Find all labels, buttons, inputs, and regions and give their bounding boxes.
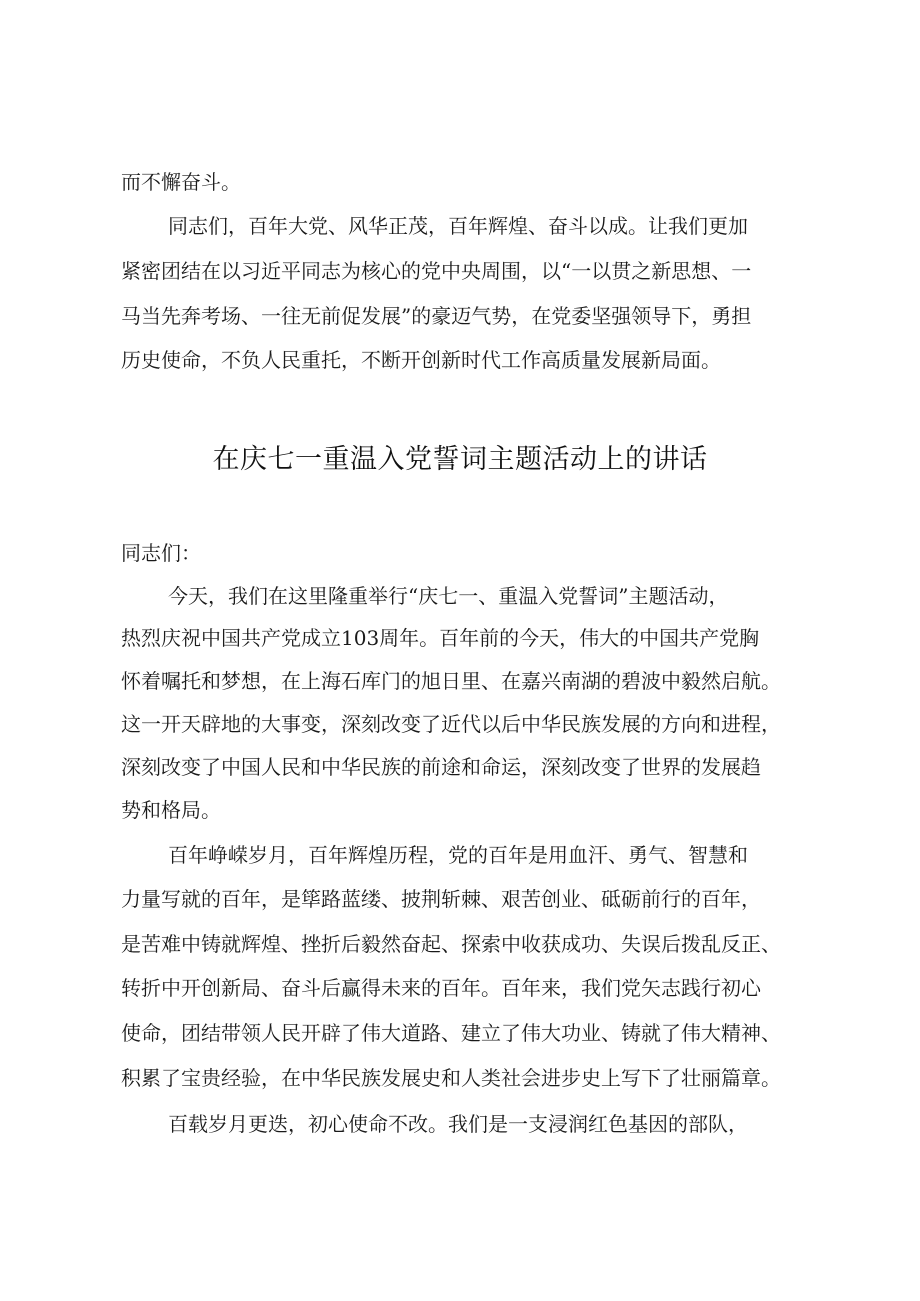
closing-paragraph-line: 同志们，百年大党、风华正茂，百年辉煌、奋斗以成。让我们更加: [168, 214, 748, 238]
paragraph-1-line: 势和格局。: [121, 798, 221, 822]
paragraph-1-line: 这一开天辟地的大事变，深刻改变了近代以后中华民族发展的方向和进程，: [121, 712, 781, 736]
paragraph-1-line: 深刻改变了中国人民和中华民族的前途和命运，深刻改变了世界的发展趋: [121, 755, 761, 779]
paragraph-2-line: 是苦难中铸就辉煌、挫折后毅然奋起、探索中收获成功、失误后拨乱反正、: [121, 932, 781, 956]
paragraph-2-line: 使命，团结带领人民开辟了伟大道路、建立了伟大功业、铸就了伟大精神、: [121, 1021, 781, 1045]
closing-paragraph-line: 马当先奔考场、一往无前促发展”的豪迈气势，在党委坚强领导下，勇担: [121, 304, 752, 328]
closing-paragraph-line: 紧密团结在以习近平同志为核心的党中央周围，以“一以贯之新思想、一: [121, 259, 752, 283]
paragraph-2-line: 积累了宝贵经验，在中华民族发展史和人类社会进步史上写下了壮丽篇章。: [121, 1066, 781, 1090]
paragraph-2-line: 转折中开创新局、奋斗后赢得未来的百年。百年来，我们党矢志践行初心: [121, 976, 761, 1000]
prev-section-tail-line: 而不懈奋斗。: [121, 170, 241, 194]
speech-title: 在庆七一重温入党誓词主题活动上的讲话: [212, 444, 708, 475]
salutation: 同志们：: [121, 541, 201, 565]
paragraph-1-line: 热烈庆祝中国共产党成立103周年。百年前的今天，伟大的中国共产党胸: [121, 626, 760, 650]
paragraph-3-line: 百载岁月更迭，初心使命不改。我们是一支浸润红色基因的部队，: [168, 1112, 748, 1136]
paragraph-2-line: 力量写就的百年，是筚路蓝缕、披荆斩棘、艰苦创业、砥砺前行的百年，: [121, 887, 761, 911]
paragraph-1-line: 怀着嘱托和梦想，在上海石库门的旭日里、在嘉兴南湖的碧波中毅然启航。: [121, 669, 781, 693]
closing-paragraph-line: 历史使命，不负人民重托，不断开创新时代工作高质量发展新局面。: [121, 348, 721, 372]
paragraph-2-line: 百年峥嵘岁月，百年辉煌历程，党的百年是用血汗、勇气、智慧和: [168, 843, 748, 867]
paragraph-1-line: 今天，我们在这里隆重举行“庆七一、重温入党誓词”主题活动，: [168, 584, 729, 608]
